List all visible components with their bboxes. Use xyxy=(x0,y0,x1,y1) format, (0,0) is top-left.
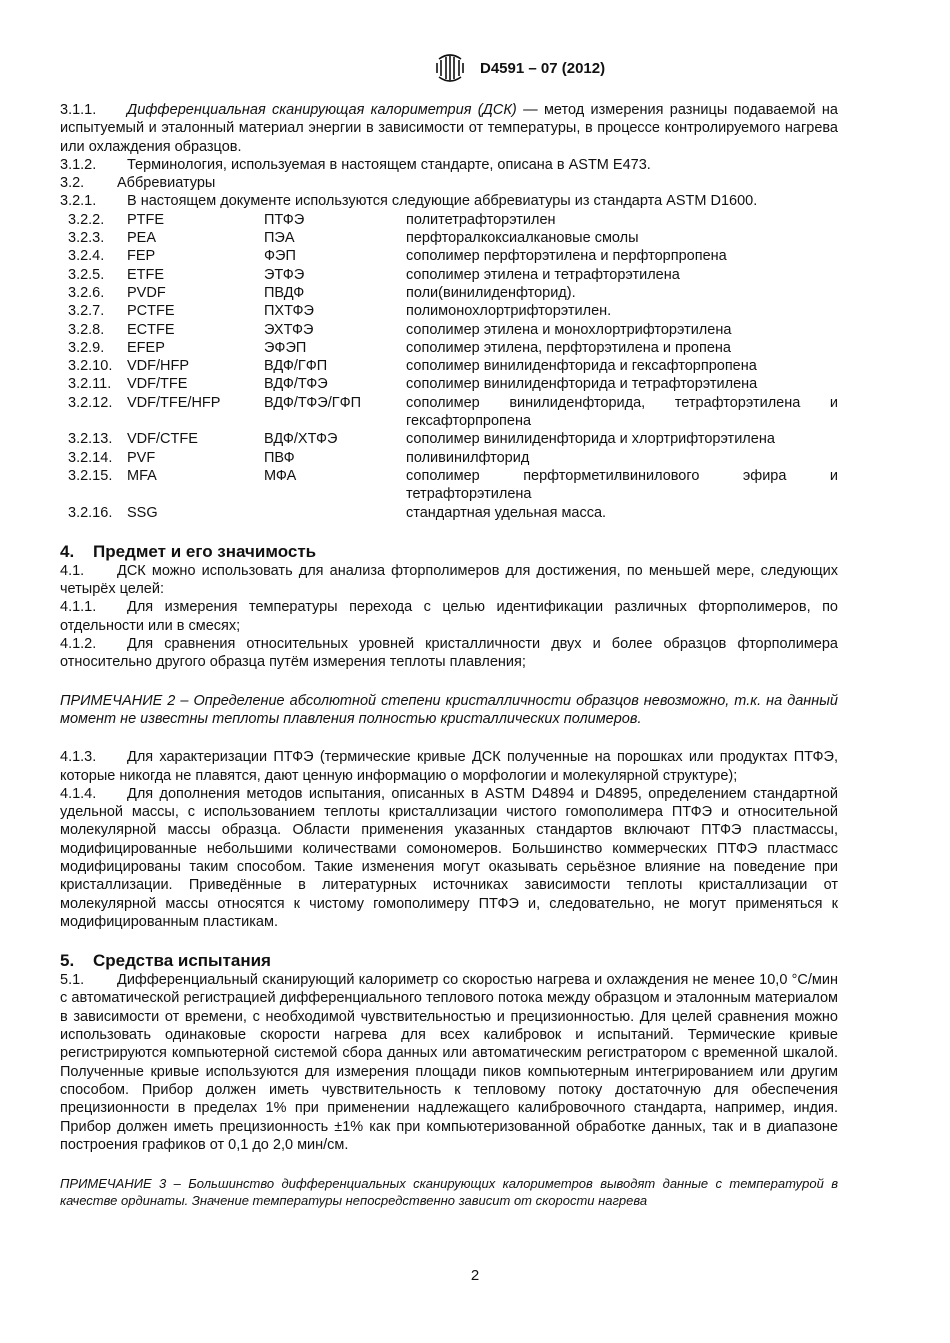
note-2: ПРИМЕЧАНИЕ 2 – Определение абсолютной степени кристалличности образцов невозможно, т.к. на данный момент не известны теплоты плавления полностью кристаллических полимеров. xyxy=(60,692,838,727)
abbr-def: политетрафторэтилен xyxy=(406,211,556,228)
abbr-ru: ЭХТФЭ xyxy=(264,321,314,338)
term-dsc: Дифференциальная сканирующая калориметрия (ДСК) xyxy=(127,102,517,118)
abbr-ru: ПХТФЭ xyxy=(264,303,314,320)
paragraph-3-1-2: 3.1.2. Терминология, используемая в настоящем стандарте, описана в ASTM E473. xyxy=(60,156,651,173)
abbr-num: 3.2.6. xyxy=(68,284,105,301)
abbr-def: стандартная удельная масса. xyxy=(406,504,607,521)
abbr-num: 3.2.10. xyxy=(68,358,113,375)
paragraph-4-1-3: 4.1.3. Для характеризации ПТФЭ (термические кривые ДСК полученные на порошках или продуктах ПТФЭ, которые никогда не плавятся, дают ценную информацию о морфологии и молекулярной структуре); xyxy=(60,749,838,784)
abbr-ru: ЭФЭП xyxy=(264,339,307,356)
abbr-def: сополимер винилиденфторида и тетрафторэтилена xyxy=(406,376,758,393)
abbr-num: 3.2.16. xyxy=(68,504,113,521)
abbr-def: сополимер этилена и монохлортрифторэтилена xyxy=(406,321,732,338)
abbr-num: 3.2.2. xyxy=(68,211,105,228)
document-id: D4591 – 07 (2012) xyxy=(480,59,606,77)
abbr-ru: ПВФ xyxy=(264,449,295,466)
abbr-num: 3.2.13. xyxy=(68,431,113,448)
abbreviation-table xyxy=(60,211,838,522)
abbr-en: ECTFE xyxy=(127,321,175,338)
abbr-ru: ЭТФЭ xyxy=(264,266,305,283)
abbr-num: 3.2.7. xyxy=(68,303,105,320)
abbr-ru: ВДФ/ХТФЭ xyxy=(264,431,338,448)
abbr-ru: ВДФ/ТФЭ/ГФП xyxy=(264,394,362,411)
abbr-def: поливинилфторид xyxy=(406,449,530,466)
abbr-en: PTFE xyxy=(127,211,165,228)
astm-logo-icon xyxy=(432,51,468,85)
abbr-en: PVF xyxy=(127,449,156,466)
abbr-ru: ПТФЭ xyxy=(264,211,305,228)
abbr-def: сополимер винилиденфторида и гексафторпропена xyxy=(406,358,757,375)
abbr-num: 3.2.15. xyxy=(68,467,113,484)
abbr-en: VDF/HFP xyxy=(127,358,190,375)
abbr-en: PEA xyxy=(127,230,157,247)
abbr-num: 3.2.5. xyxy=(68,266,105,283)
section-5-heading: 5. Средства испытания xyxy=(60,951,271,971)
abbr-en: ETFE xyxy=(127,266,165,283)
paragraph-4-1-4: 4.1.4. Для дополнения методов испытания, описанных в ASTM D4894 и D4895, определением стандартной удельной массы, с использованием теплоты кристаллизации чистого гомополимера ПТФЭ и относительной молекулярной массы образца. Области применения указанных стандартов включают ПТФЭ пластмассы, модифицированные небольшими количествами сомономеров. Большинство коммерческих ПТФЭ пластмасс модифицированы таким способом. Такие изменения могут оказывать серьёзное влияние на поведение при кристаллизации. Приведённые в литературных источниках зависимости теплоты кристаллизации от молекулярной массы относятся к чистому гомополимеру ПТФЭ и, следовательно, не могут применяться к модифицированным пластикам. xyxy=(60,785,838,930)
abbr-en: PVDF xyxy=(127,284,166,301)
abbr-def: сополимер перфторэтилена и перфторпропена xyxy=(406,248,727,265)
paragraph-3-2-1: 3.2.1. В настоящем документе используются следующие аббревиатуры из стандарта ASTM D1600. xyxy=(60,193,758,210)
abbr-ru: МФА xyxy=(264,467,297,484)
paragraph-3-1-1: 3.1.1. Дифференциальная сканирующая калориметрия (ДСК) — метод измерения разницы подаваемой на испытуемый и эталонный материал энергии в зависимости от температуры, в процессе контролируемого нагрева или охлаждения образцов. xyxy=(60,102,838,155)
page-number: 2 xyxy=(470,1267,480,1284)
abbr-en: SSG xyxy=(127,504,158,521)
abbr-ru: ВДФ/ГФП xyxy=(264,358,328,375)
abbr-en: FEP xyxy=(127,248,156,265)
abbr-ru: ПЭА xyxy=(264,230,295,247)
abbr-en: EFEP xyxy=(127,339,165,356)
paragraph-3-2: 3.2. Аббревиатуры xyxy=(60,175,216,192)
abbr-def: полимонохлортрифторэтилен. xyxy=(406,303,612,320)
page-header xyxy=(432,50,605,86)
abbr-num: 3.2.12. xyxy=(68,394,113,411)
abbr-num: 3.2.14. xyxy=(68,449,113,466)
abbr-def: сополимер этилена и тетрафторэтилена xyxy=(406,266,680,283)
abbr-num: 3.2.8. xyxy=(68,321,105,338)
abbr-num: 3.2.4. xyxy=(68,248,105,265)
abbr-en: VDF/TFE xyxy=(127,376,188,393)
abbr-ru xyxy=(264,504,406,522)
abbr-en: VDF/CTFE xyxy=(127,431,198,448)
abbr-en: PCTFE xyxy=(127,303,175,320)
abbr-def: сополимер перфторметилвинилового эфира и тетрафторэтилена xyxy=(406,467,838,503)
abbr-ru: ФЭП xyxy=(264,248,296,265)
document-body xyxy=(60,101,838,1209)
note-3: ПРИМЕЧАНИЕ 3 – Большинство дифференциальных сканирующих калориметров выводят данные с температурой в качестве ординаты. Значение температуры непосредственно зависит от скорости нагрева xyxy=(60,1176,838,1209)
abbr-en: MFA xyxy=(127,467,157,484)
abbr-def: сополимер винилиденфторида, тетрафторэтилена и гексафторпропена xyxy=(406,394,838,430)
paragraph-4-1-2: 4.1.2. Для сравнения относительных уровней кристалличности двух и более образцов фторполимера относительно другого образца путём измерения теплоты плавления; xyxy=(60,636,838,671)
abbr-ru: ВДФ/ТФЭ xyxy=(264,376,328,393)
abbr-def: сополимер винилиденфторида и хлортрифторэтилена xyxy=(406,431,775,448)
section-4-heading: 4. Предмет и его значимость xyxy=(60,541,317,561)
abbr-def: перфторалкоксиалкановые смолы xyxy=(406,230,639,247)
paragraph-4-1: 4.1. ДСК можно использовать для анализа фторполимеров для достижения, по меньшей мере, следующих четырёх целей: xyxy=(60,562,838,598)
abbr-num: 3.2.9. xyxy=(68,339,105,356)
abbr-def: сополимер этилена, перфторэтилена и пропена xyxy=(406,339,731,356)
abbr-en: VDF/TFE/HFP xyxy=(127,394,221,411)
paragraph-4-1-1: 4.1.1. Для измерения температуры перехода с целью идентификации различных фторполимеров, по отдельности или в смесях; xyxy=(60,599,838,634)
paragraph-5-1: 5.1. Дифференциальный сканирующий калориметр со скоростью нагрева и охлаждения не менее 10,0 °C/мин с автоматической регистрацией дифференциального теплового потока между образцом и эталонным материалом в зависимости от времени, с необходимой чувствительностью и прецизионностью. Для целей сравнения можно использовать одинаковые скорости нагрева для всех калибровок и испытаний. Термические кривые регистрируются компьютерной системой сбора данных или автоматическим регистратором с временной шкалой. Полученные кривые используются для измерения площади пиков компьютерным интегрированием или другим способом. Прибор должен иметь чувствительность к тепловому потоку достаточную для обеспечения прецизионности в пределах 1% при применении надлежащего калибровочного стандарта, например, индия. Прибор должен иметь прецизионность ±1% как при компьютеризованной обработке данных, так и в диапазоне построения графиков от 0,1 до 2,0 мин/см. xyxy=(60,972,838,1153)
abbr-ru: ПВДФ xyxy=(264,284,305,301)
abbr-def: поли(винилиденфторид). xyxy=(406,284,576,301)
abbr-num: 3.2.11. xyxy=(68,376,112,393)
abbr-num: 3.2.3. xyxy=(68,230,105,247)
